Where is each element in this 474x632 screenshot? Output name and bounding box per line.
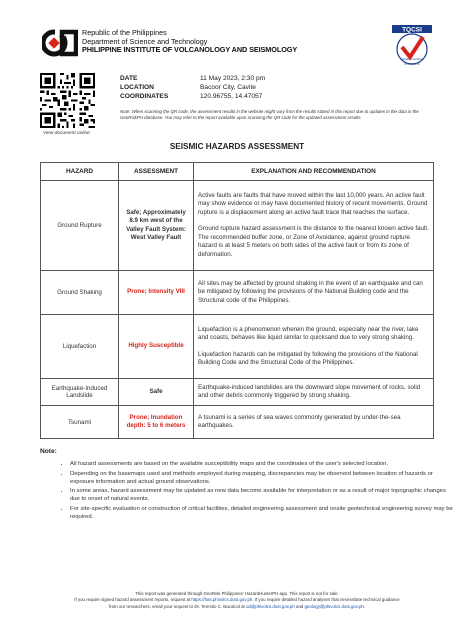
footer-line-1: This report was generated through GeoRisk Philippines' HazardHunterPH app. This report is not for sale. [135, 591, 339, 596]
qr-caption: View document online [43, 131, 90, 136]
list-item: • Depending on the basemaps used and methods employed during mapping, discrepancies may be observed between location of hazards or exposure information and actual ground observations. [70, 470, 456, 486]
hazard-cell: Ground Rupture [41, 181, 119, 271]
notes-list [42, 460, 456, 523]
meta-label: COORDINATES [120, 93, 169, 101]
hazard-cell: Ground Shaking [41, 271, 119, 315]
explanation-paragraph: Earthquake-induced landslides are the downward slope movement of rocks, solid and other debris commonly triggered by strong shaking. [198, 383, 421, 399]
hazard-cell: Earthquake-Induced Landslide [41, 379, 119, 406]
list-item: • In some areas, hazard assessment may be updated as new data become available for interpretation or as a result of major topographic changes due to onset of natural events. [70, 487, 456, 503]
meta-value: 11 May 2023, 2:30 pm [200, 75, 266, 82]
explanation-paragraph: All sites may be affected by ground shaking in the event of an earthquake and can be mitigated by following the provisions of the National Building code and the Structural code of the Philippines. [198, 279, 423, 304]
table-row [41, 271, 434, 315]
explanation-cell [194, 379, 434, 406]
agency-line-1: Republic of the Philippines [82, 28, 167, 37]
meta-label: LOCATION [120, 84, 154, 92]
page-title: SEISMIC HAZARDS ASSESSMENT [169, 142, 305, 151]
explanation-paragraph: A tsunami is a series of sea waves commonly generated by under-the-sea earthquakes. [198, 413, 401, 429]
hazards-table [40, 162, 434, 439]
explanation-cell [194, 315, 434, 379]
explanation-cell [194, 406, 434, 439]
meta-label: DATE [120, 75, 138, 82]
meta-row-location [120, 83, 265, 92]
footer-text: from our researchers, email your request to Dr. Teresito C. Bacolcol at [108, 603, 246, 609]
tqcsi-name: TQCSI [402, 26, 422, 34]
assessment-cell: Prone; Inundation depth: 5 to 6 meters [119, 406, 194, 439]
agency-header [82, 29, 297, 55]
agency-line-2: Department of Science and Technology [82, 36, 208, 46]
explanation-paragraph: Ground rupture hazard assessment is the distance to the nearest known active fault. The recommended buffer zone, or Zone of Avoidance, against ground rupture hazard is at least 5 meters on both sides of the active fault or from its zone of deformation. [198, 225, 429, 258]
table-row [41, 379, 434, 406]
footer-text: and [294, 603, 305, 609]
assessment-cell: Highly Susceptible [119, 315, 194, 379]
qr-code[interactable] [40, 73, 95, 128]
meta-row-date [120, 74, 265, 83]
explanation-cell [194, 181, 434, 271]
footer-text: . If you require detailed hazard analyses that necessitate technical guidance [252, 597, 400, 603]
explanation-paragraph: Active faults are faults that have moved within the last 10,000 years. An active fault may show evidence or may have documented history of recent movements. Ground rupture is a displacement along an active fault trace that reaches the surface. [198, 192, 428, 216]
explanation-cell [194, 271, 434, 315]
tqcsi-text: Quality Certified [401, 57, 423, 61]
notes-heading: Note: [40, 448, 57, 455]
footer-text: If you require signed hazard assessment reports, request at [74, 597, 192, 603]
meta-row-coordinates [120, 92, 265, 101]
table-header-row [41, 163, 434, 181]
table-row [41, 181, 434, 271]
request-link[interactable]: https://has.phivolcs.dost.gov.ph [191, 597, 253, 603]
column-header-hazard: HAZARD [41, 163, 119, 181]
email-link-geology[interactable]: geology@phivolcs.dost.gov.ph [304, 603, 364, 609]
meta-value: 120.96755, 14.47057 [200, 93, 263, 101]
hazard-cell: Liquefaction [41, 315, 119, 379]
assessment-cell: Prone; Intensity VIII [119, 271, 194, 315]
column-header-explanation: EXPLANATION AND RECOMMENDATION [194, 163, 434, 181]
column-header-assessment: ASSESSMENT [119, 163, 194, 181]
table-row [41, 315, 434, 379]
explanation-paragraph: Liquefaction is a phenomenon wherein the ground, especially near the river, lake and coasts, behaves like liquid similar to quicksand due to very strong shaking. [198, 325, 419, 342]
list-item: • All hazard assessments are based on the available susceptibility maps and the coordinates of the user's selected location. [70, 460, 456, 468]
explanation-paragraph: Liquefaction hazards can be mitigated by following the provisions of the National Building Code and the Structural Code of the Philippines. [198, 350, 418, 366]
list-item: • For site-specific evaluation or construction of critical facilities, detailed engineering assessment and onsite geotechnical engineering survey may be required. [70, 505, 456, 521]
footer-line-3 [0, 604, 474, 610]
assessment-cell: Safe [119, 379, 194, 406]
table-row [41, 406, 434, 439]
agency-line-3: PHILIPPINE INSTITUTE OF VOLCANOLOGY AND SEISMOLOGY [82, 45, 298, 54]
phivolcs-logo [42, 27, 78, 59]
page-footer [0, 591, 474, 610]
tqcsi-certification-seal [392, 25, 432, 67]
meta-value: Bacoor City, Cavite [200, 84, 256, 92]
assessment-cell: Safe; Approximately 8.9 km west of the Valley Fault System: West Valley Fault [119, 181, 194, 271]
report-meta [120, 74, 265, 102]
email-link-od[interactable]: od@phivolcs.dost.gov.ph [245, 603, 295, 609]
qr-update-note: Note: When scanning the QR code, the assessment results in the website might vary from the results stated in this report due to updates in the data in the GeoRiskPH database. You may refer to the report available upon scanning the QR code for the updated assessment results [120, 109, 419, 121]
tqcsi-code: PHIVOLCS [404, 62, 420, 66]
footer-text: . [363, 603, 366, 609]
hazard-cell: Tsunami [41, 406, 119, 439]
